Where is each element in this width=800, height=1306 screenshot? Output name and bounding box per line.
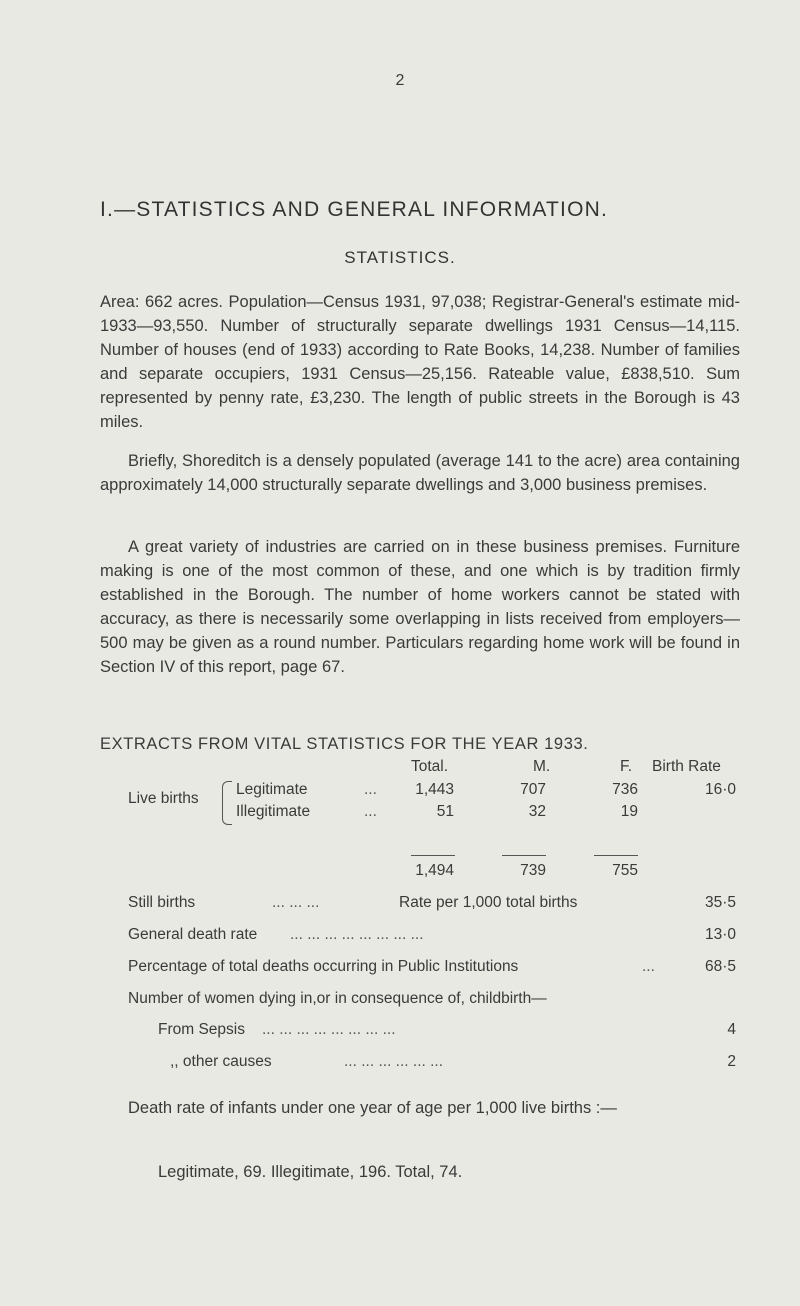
sepsis-label: From Sepsis [158, 1021, 245, 1038]
header-total: Total. [411, 758, 449, 775]
still-births-dots: ... ... ... [272, 894, 320, 911]
industries-paragraph: A great variety of industries are carried on in these business premises. Furniture making is one of the most common of these, and one which is by tradition firmly established in the Borough. The number of home workers cannot be stated with accuracy, as there is necessarily some overlapping in lists received from employers—500 may be given as a round number. Particulars regarding home work will be found in Section IV of this report, page 67. [100, 538, 740, 676]
still-births-value: 35·5 [704, 894, 736, 911]
row-illegitimate-label: Illegitimate [236, 803, 311, 820]
totals-m: 739 [520, 862, 546, 879]
totals-total: 1,494 [415, 862, 454, 879]
area-paragraph: Area: 662 acres. Population—Census 1931, 97,038; Registrar-General's estimate mid-1933—93,550. Number of structurally separate dwellings 1931 Census—14,115. Number of houses (end of 1933) according to Rate Books, 14,238. Number of families and separate occupiers, 1931 Census—25,156. Rateable value, £838,510. Sum represented by penny rate, £3,230. The length of public streets in the Borough is 43 miles. [100, 293, 740, 431]
other-causes-value: 2 [727, 1053, 736, 1070]
statistics-heading: STATISTICS. [344, 248, 456, 267]
row-illegitimate-total: 51 [436, 803, 454, 820]
brace [222, 781, 232, 825]
maternal-label: Number of women dying in,or in consequence of, childbirth— [128, 990, 547, 1007]
sepsis-dots: ... ... ... ... ... ... ... ... [262, 1021, 396, 1038]
row-illegitimate-dots: ... [364, 803, 377, 820]
row-legitimate-dots: ... [364, 781, 377, 798]
totals-f: 755 [612, 862, 638, 879]
live-births-label: Live births [128, 790, 199, 807]
page-number: 2 [395, 72, 405, 89]
death-rate-dots: ... ... ... ... ... ... ... ... [290, 926, 424, 943]
row-legitimate-m: 707 [520, 781, 546, 798]
row-illegitimate-m: 32 [528, 803, 546, 820]
header-m: M. [533, 758, 551, 775]
infant-death-values: Legitimate, 69. Illegitimate, 196. Total, 74. [158, 1163, 463, 1181]
row-legitimate-label: Legitimate [236, 781, 308, 798]
still-births-label: Still births [128, 894, 196, 911]
row-legitimate-rate: 16·0 [704, 781, 736, 798]
f-rule [594, 855, 638, 856]
extracts-title: EXTRACTS FROM VITAL STATISTICS FOR THE YEAR 1933. [100, 735, 589, 753]
other-causes-label: ,, other causes [170, 1053, 272, 1070]
header-birth-rate: Birth Rate [652, 758, 721, 775]
institutions-dots: ... [642, 958, 655, 975]
section-heading: I.—STATISTICS AND GENERAL INFORMATION. [100, 198, 609, 221]
row-legitimate-f: 736 [612, 781, 638, 798]
row-legitimate-total: 1,443 [415, 781, 454, 798]
still-births-desc: Rate per 1,000 total births [399, 894, 578, 911]
row-illegitimate-f: 19 [620, 803, 638, 820]
death-rate-value: 13·0 [704, 926, 736, 943]
sepsis-value: 4 [727, 1021, 736, 1038]
infant-death-paragraph: Death rate of infants under one year of age per 1,000 live births :— [128, 1099, 617, 1117]
header-f: F. [620, 758, 633, 775]
institutions-label: Percentage of total deaths occurring in Public Institutions [128, 958, 519, 975]
briefly-paragraph: Briefly, Shoreditch is a densely populated (average 141 to the acre) area containing approximately 14,000 structurally separate dwellings and 3,000 business premises. [100, 452, 740, 494]
other-causes-dots: ... ... ... ... ... ... [344, 1053, 444, 1070]
institutions-value: 68·5 [704, 958, 736, 975]
death-rate-label: General death rate [128, 926, 258, 943]
total-rule [411, 855, 455, 856]
m-rule [502, 855, 546, 856]
